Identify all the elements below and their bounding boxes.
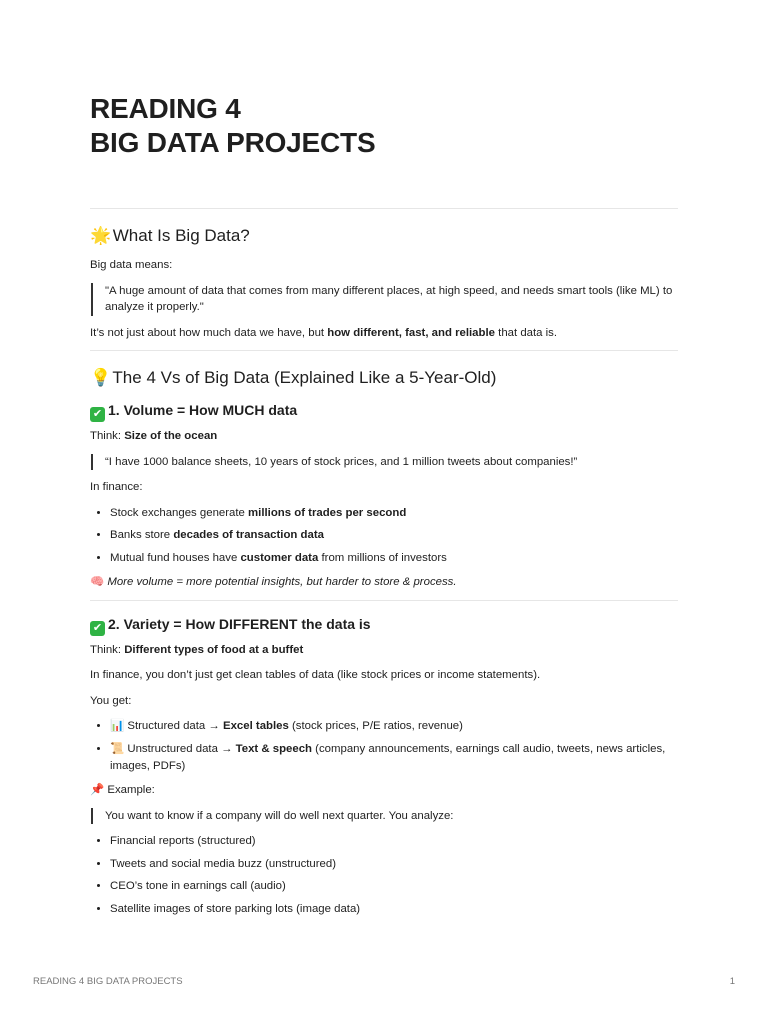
list-item: • Satellite images of store parking lots (image data) (110, 901, 678, 918)
lightbulb-icon: 💡 (90, 368, 112, 388)
divider (90, 208, 678, 209)
list-item: • Banks store decades of transaction data (110, 527, 678, 544)
think-text: Think: Size of the ocean (90, 430, 218, 443)
brain-icon: 🧠 (90, 576, 105, 589)
volume-list (90, 505, 678, 567)
section-heading-text: What Is Big Data? (112, 226, 250, 245)
list-item: • Financial reports (structured) (110, 833, 678, 850)
definition-quote: "A huge amount of data that comes from many different places, at high speed, and needs smart tools (like ML) to analyze it properly." (91, 283, 678, 316)
subheading-variety: ✔ 2. Variety = How DIFFERENT the data is (90, 615, 678, 636)
list-item: • Stock exchanges generate millions of trades per second (110, 505, 678, 522)
document-title (90, 92, 375, 160)
divider (90, 600, 678, 601)
volume-insight: 🧠 More volume = more potential insights, but harder to store & process. (90, 576, 457, 589)
subheading-volume: ✔ 1. Volume = How MUCH data (90, 401, 678, 422)
example-quote: You want to know if a company will do well next quarter. You analyze: (91, 808, 678, 825)
list-item: • CEO’s tone in earnings call (audio) (110, 878, 678, 895)
footer-title: READING 4 BIG DATA PROJECTS (33, 976, 183, 987)
in-finance-label: In finance: (90, 481, 143, 494)
content (90, 208, 678, 925)
note-text: It’s not just about how much data we have, but how different, fast, and reliable that data is. (90, 326, 558, 339)
example-label: 📌 Example: (90, 784, 155, 797)
bar-chart-icon: 📊 (110, 720, 125, 733)
list-item: • Tweets and social media buzz (unstructured) (110, 856, 678, 873)
list-item: • 📜 Unstructured data → Text & speech (company announcements, earnings call audio, tweets, news articles, images, PDFs) (110, 741, 678, 774)
check-mark-icon: ✔ (90, 621, 105, 636)
list-item: • Mutual fund houses have customer data from millions of investors (110, 550, 678, 567)
title-line-1: READING 4 (90, 93, 241, 124)
variety-description: In finance, you don’t just get clean tables of data (like stock prices or income statements). (90, 669, 541, 682)
list-item: • 📊 Structured data → Excel tables (stock prices, P/E ratios, revenue) (110, 718, 678, 735)
section-heading-what-is-big-data (90, 225, 678, 247)
scroll-icon: 📜 (110, 742, 125, 755)
analyze-list (90, 833, 678, 917)
think-text: Think: Different types of food at a buffet (90, 643, 304, 656)
check-mark-icon: ✔ (90, 407, 105, 422)
intro-text: Big data means: (90, 259, 173, 271)
pushpin-icon: 📌 (90, 784, 105, 797)
variety-list (90, 718, 678, 774)
page-number: 1 (729, 976, 735, 987)
section-heading-4-vs (90, 367, 678, 389)
divider (90, 350, 678, 351)
volume-quote: “I have 1000 balance sheets, 10 years of stock prices, and 1 million tweets about companies!” (91, 454, 678, 471)
section-heading-text: The 4 Vs of Big Data (Explained Like a 5-Year-Old) (112, 368, 497, 388)
star-icon: 🌟 (90, 226, 112, 245)
title-line-2: BIG DATA PROJECTS (90, 127, 376, 158)
you-get-label: You get: (90, 694, 132, 707)
